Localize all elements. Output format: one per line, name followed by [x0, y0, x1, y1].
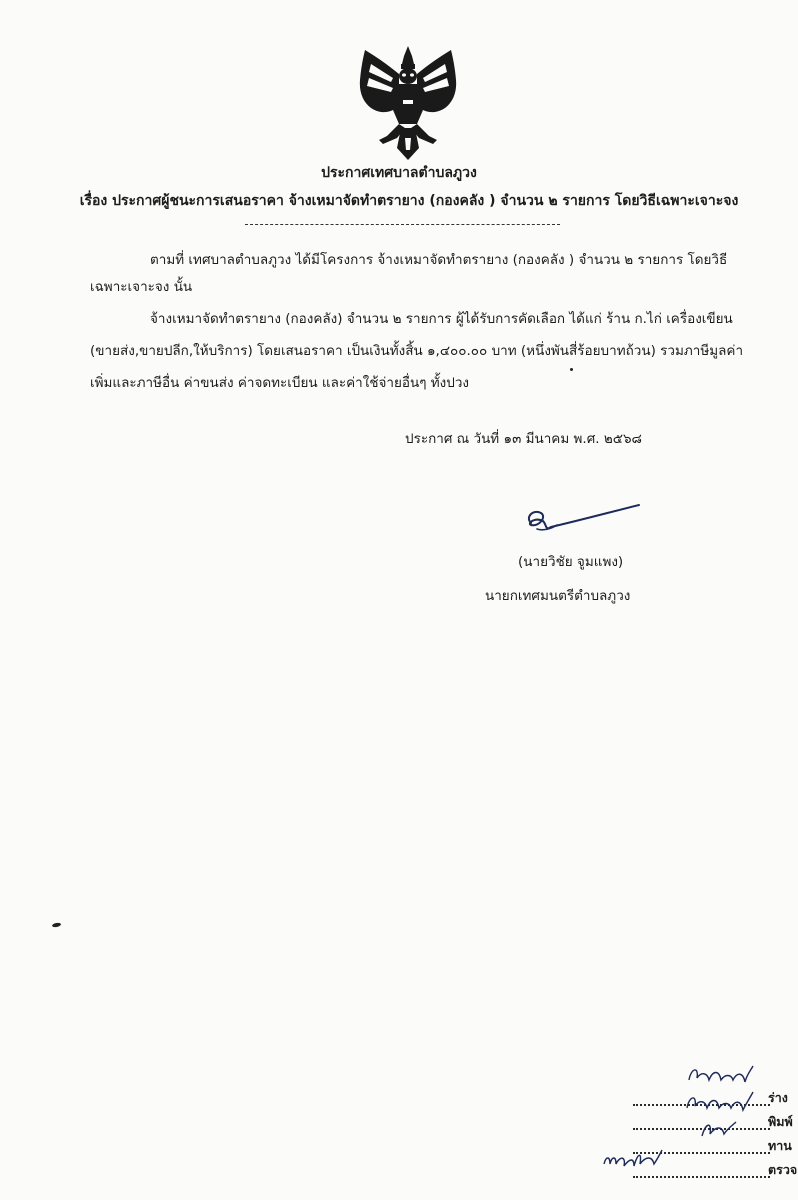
- initial-row-verify: [633, 1162, 798, 1180]
- divider: [245, 224, 560, 225]
- check-label: ทาน: [768, 1138, 792, 1153]
- ink-speck: [570, 368, 573, 371]
- org-title: ประกาศเทศบาลตำบลภูวง: [321, 165, 477, 181]
- paragraph-2-line-1: จ้างเหมาจัดทำตรายาง (กองคลัง) จำนวน ๒ รายการ ผู้ได้รับการคัดเลือก ได้แก่ ร้าน ก.ไก่ เครื่องเขียน: [150, 311, 733, 327]
- handwritten-initial: [685, 1062, 755, 1088]
- ink-speck: [52, 922, 62, 928]
- paragraph-2-line-3: เพิ่มและภาษีอื่น ค่าขนส่ง ค่าจดทะเบียน และค่าใช้จ่ายอื่นๆ ทั้งปวง: [90, 375, 469, 391]
- paragraph-1-line-2: เฉพาะเจาะจง นั้น: [90, 279, 193, 295]
- signer-name: (นายวิชัย จูมแพง): [518, 554, 624, 570]
- subject-line: เรื่อง ประกาศผู้ชนะการเสนอราคา จ้างเหมาจัดทำตรายาง (กองคลัง ) จำนวน ๒ รายการ โดยวิธีเฉพาะเจาะจง: [79, 193, 739, 209]
- print-label: พิมพ์: [768, 1114, 793, 1129]
- draft-label: ร่าง: [768, 1090, 788, 1105]
- handwritten-initial: [698, 1118, 738, 1140]
- paragraph-2-line-2: (ขายส่ง,ขายปลีก,ให้บริการ) โดยเสนอราคา เป็นเงินทั้งสิ้น ๑,๔๐๐.๐๐ บาท (หนึ่งพันสี่ร้อยบาทถ้วน) รวมภาษีมูลค่า: [90, 343, 744, 359]
- garuda-emblem-icon: [357, 44, 459, 162]
- announcement-date: ประกาศ ณ วันที่ ๑๓ มีนาคม พ.ศ. ๒๕๖๘: [405, 431, 642, 447]
- handwritten-signature: [517, 503, 641, 537]
- paragraph-1-line-1: ตามที่ เทศบาลตำบลภูวง ได้มีโครงการ จ้างเหมาจัดทำตรายาง (กองคลัง ) จำนวน ๒ รายการ โดยวิธี: [150, 252, 728, 268]
- initials-block: [590, 1060, 798, 1200]
- signer-title: นายกเทศมนตรีตำบลภูวง: [485, 588, 631, 604]
- handwritten-initial: [683, 1088, 755, 1114]
- verify-label: ตรวจ: [768, 1162, 798, 1177]
